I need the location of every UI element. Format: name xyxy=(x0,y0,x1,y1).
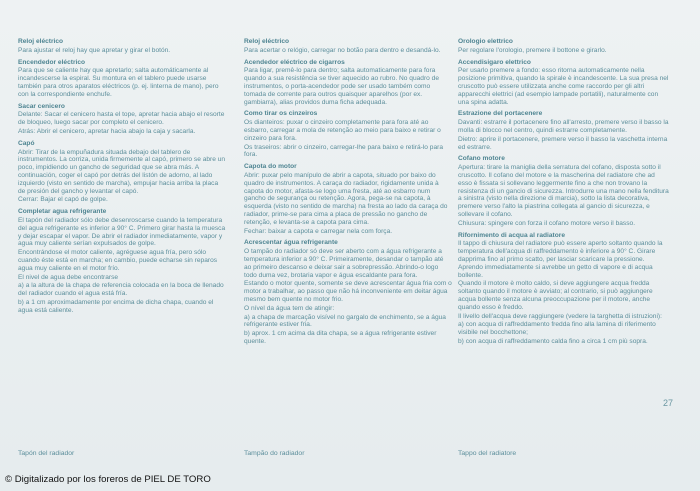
column-portuguese xyxy=(244,38,452,350)
section-text: Encontrándose el motor caliente, agréguese agua fría, pero sólo cuando éste está en marcha; en cambio, puede echarse sin reparos agua muy caliente en el motor frío. xyxy=(18,249,218,272)
section-text: Os traseiros: abrir o cinzeiro, carregar-lhe para baixo e retirá-lo para fora. xyxy=(244,143,443,159)
section-cenicero xyxy=(18,103,226,136)
column-spanish xyxy=(18,38,226,319)
section-title: Reloj eléctrico xyxy=(18,38,64,45)
section-capo xyxy=(18,140,226,204)
section-text: Cerrar: Bajar el capó de golpe. xyxy=(18,196,108,204)
footer-caption: Tappo del radiatore xyxy=(458,450,517,457)
section-text: b) a 1 cm aproximadamente por encima de dicha chapa, cuando el agua está caliente. xyxy=(18,298,214,314)
section-text: Apertura: tirare la maniglia della serratura del cofano, disposta sotto il cruscotto. Il cofano del motore e la mascherina del radiatore che ad esso è fissata si sollevano leggermente fino a che non trovano la resistenza di un gancio di sicurezza. Introdurre una mano nella fenditura a sinistra (visto nella direzione di marcia), sotto la lista decorativa, premere verso l'alto la piastrina collegata al gancio di sicurezza, e sollevare il cofano. xyxy=(458,164,669,218)
section-text: Fechar: baixar a capota e carregar nela com força. xyxy=(244,227,393,235)
section-text: Il tappo di chiusura del radiatore può essere aperto soltanto quando la temperatura dell'acqua di raffreddamento è inferiore a 90° C. Girare dapprima fino al primo scatto, per lasciar scaricare la pressione. Aprendo immediatamente si avrebbe un getto di vapore e di acqua bollente. xyxy=(458,240,663,279)
section-text: Estando o motor quente, somente se deve acrescentar água fria com o motor a trabalhar, ao passo que não há inconveniente em deitar água mesmo bem quente no motor frio. xyxy=(244,280,452,303)
section-text: Para acertar o relógio, carregar no botão para dentro e desandá-lo. xyxy=(244,46,441,54)
section-text: a) con acqua di raffreddamento fredda fino alla lamina di riferimento visibile nel bocchettone; xyxy=(458,321,656,337)
section-text: b) con acqua di raffreddamento calda fino a circa 1 cm più sopra. xyxy=(458,337,648,345)
section-title: Acendedor eléctrico de cigarros xyxy=(244,58,345,66)
section-title: Como tirar os cinzeiros xyxy=(244,110,318,118)
section-text: O tampão do radiador só deve ser aberto com a água refrigerante a temperatura inferior a 90° C. Primeiramente, desandar o tampão até ao primeiro descanso e deixar sair a sobrepressão. Abrindo-o logo todo duma vez, brotaria vapor e água escaldante para fora. xyxy=(244,248,444,279)
section-encendedor xyxy=(18,59,226,99)
section-orologio xyxy=(458,38,670,55)
section-capota xyxy=(244,163,452,235)
section-text: Davanti: estrarre il portacenere fino all'arresto, premere verso il basso la molla di blocco nel centro, quindi estrarre completamente. xyxy=(458,119,669,134)
section-text: Os dianteiros: puxar o cinzeiro completamente para fora até ao esbarro, carregar a mola de retenção ao meio para baixo e retirar o cinzeiro para fora. xyxy=(244,119,441,142)
section-text: Para ajustar el reloj hay que apretar y girar el botón. xyxy=(18,46,171,54)
section-title: Sacar cenicero xyxy=(18,102,65,110)
section-portacenere xyxy=(458,110,670,151)
section-title: Acrescentar água refrigerante xyxy=(244,239,338,247)
section-text: Abrir: Tirar de la empuñadura situada debajo del tablero de instrumentos. La corriza, unida firmemente al capó, primero se abre un poco, impidiendo un gancho de seguridad que se abra más. A continuación, coger el capó por detrás del listón de adorno, al lado izquierdo (visto en sentido de marcha), empujar hacia arriba la placa de presión del gancho y levantar el capó. xyxy=(18,148,226,195)
section-agua-pt xyxy=(244,239,452,345)
section-cofano xyxy=(458,155,670,227)
section-title: Reloj eléctrico xyxy=(244,38,290,45)
scan-credit: © Digitalizado por los foreros de PIEL DE TORO xyxy=(5,474,211,485)
section-reloj xyxy=(18,38,226,55)
section-text: El nivel de agua debe encontrarse xyxy=(18,273,119,281)
section-text: a) a la altura de la chapa de referencia colocada en la boca de llenado del radiador cuando el agua está fría. xyxy=(18,282,224,298)
footer-caption: Tapón del radiador xyxy=(18,450,75,457)
section-text: Per usarlo premere a fondo: esso ritorna automaticamente nella posizione primitiva, quando la spirale è incandescente. La sua presa nel cruscotto può essere utilizzata anche come raccordo per gli altri apparecchi elettrici (ad esempio lampade portatili), naturalmente con una spina adatta. xyxy=(458,67,669,106)
section-text: Atrás: Abrir el cenicero, apretar hacia abajo la caja y sacarla. xyxy=(18,127,196,135)
section-text: Per regolare l'orologio, premere il bottone e girarlo. xyxy=(458,46,607,54)
section-text: Quando il motore è molto caldo, si deve aggiungere acqua fredda soltanto quando il motore è avviato; al contrario, si può aggiungere acqua bollente senza alcuna preoccupazione per il motore, anche quando esso è freddo. xyxy=(458,280,653,311)
section-text: El tapón del radiador sólo debe desenroscarse cuando la temperatura del agua refrigerante es inferior a 90° C. Primero girar hasta la muesca y dejar escapar el vapor. De abrir el radiador inmediatamente, vapor y agua muy caliente serían expulsados de golpe. xyxy=(18,216,226,248)
section-text: Para ligar, premê-lo para dentro; salta automaticamente para fora quando a sua resistência se tiver aquecido ao rubro. No quadro de instrumentos, o porta-acendedor pode ser usado também como tomada de corrente para outros quaisquer aparelhos (por ex. gambiarra), alias providos duma ficha adequada. xyxy=(244,67,440,106)
page-number: 27 xyxy=(663,398,674,408)
section-title: Encendedor eléctrico xyxy=(18,58,86,66)
section-agua xyxy=(18,208,226,314)
section-text: Dietro: aprire il portacenere, premere verso il basso la vaschetta interna ed estrarre. xyxy=(458,135,668,151)
section-text: Delante: Sacar el cenicero hasta el tope, apretar hacia abajo el resorte de bloqueo, luego sacar por completo el cenicero. xyxy=(18,111,225,127)
section-acendedor xyxy=(244,59,452,107)
section-title: Capó xyxy=(18,139,35,147)
section-text: Chiusura: spingere con forza il cofano motore verso il basso. xyxy=(458,219,636,227)
section-title: Cofano motore xyxy=(458,155,505,163)
section-text: Abrir: puxar pelo manípulo de abrir a capota, situado por baixo do quadro de instrumentos. A caraça do radiador, rigidamente unida à capota do motor, afasta-se logo uma fresta, até ao esbarro num gancho de segurança ou retenção. Agora, pega-se na capota, à esquerda (visto no sentido de marcha) na fresta ao lado da caraça do radiador, prime-se para cima a placa de pressão no gancho de retenção, e levanta-se a capota para cima. xyxy=(244,171,448,226)
section-accendisigaro xyxy=(458,59,670,107)
section-title: Completar agua refrigerante xyxy=(18,208,107,216)
section-title: Orologio elettrico xyxy=(458,38,513,45)
section-rifornimento xyxy=(458,232,670,346)
section-title: Capota do motor xyxy=(244,163,297,171)
section-text: a) a chapa de marcação visível no gargalo de enchimento, se a água refrigerante estiver fria. xyxy=(244,313,446,329)
column-italian xyxy=(458,38,670,350)
section-title: Accendisigaro elettrico xyxy=(458,58,531,66)
footer-caption: Tampão do radiador xyxy=(244,450,305,457)
section-text: O nível da água tem de atingir: xyxy=(244,304,335,312)
section-title: Rifornimento di acqua al radiatore xyxy=(458,231,565,239)
section-text: Il livello dell'acqua deve raggiungere (vedere la targhetta di istruzioni): xyxy=(458,312,662,320)
section-text: b) aprox. 1 cm acima da dita chapa, se a água refrigerante estiver quente. xyxy=(244,330,437,345)
section-cinzeiros xyxy=(244,110,452,159)
section-relogio xyxy=(244,38,452,55)
section-title: Estrazione del portacenere xyxy=(458,110,543,118)
section-text: Para que se caliente hay que apretarlo; salta automáticamente al incandescerse la espiral. Su montura en el tablero puede usarse también para otros aparatos eléctricos (p. ej. linterna de mano), pero con la correspondiente enchufe. xyxy=(18,67,219,98)
